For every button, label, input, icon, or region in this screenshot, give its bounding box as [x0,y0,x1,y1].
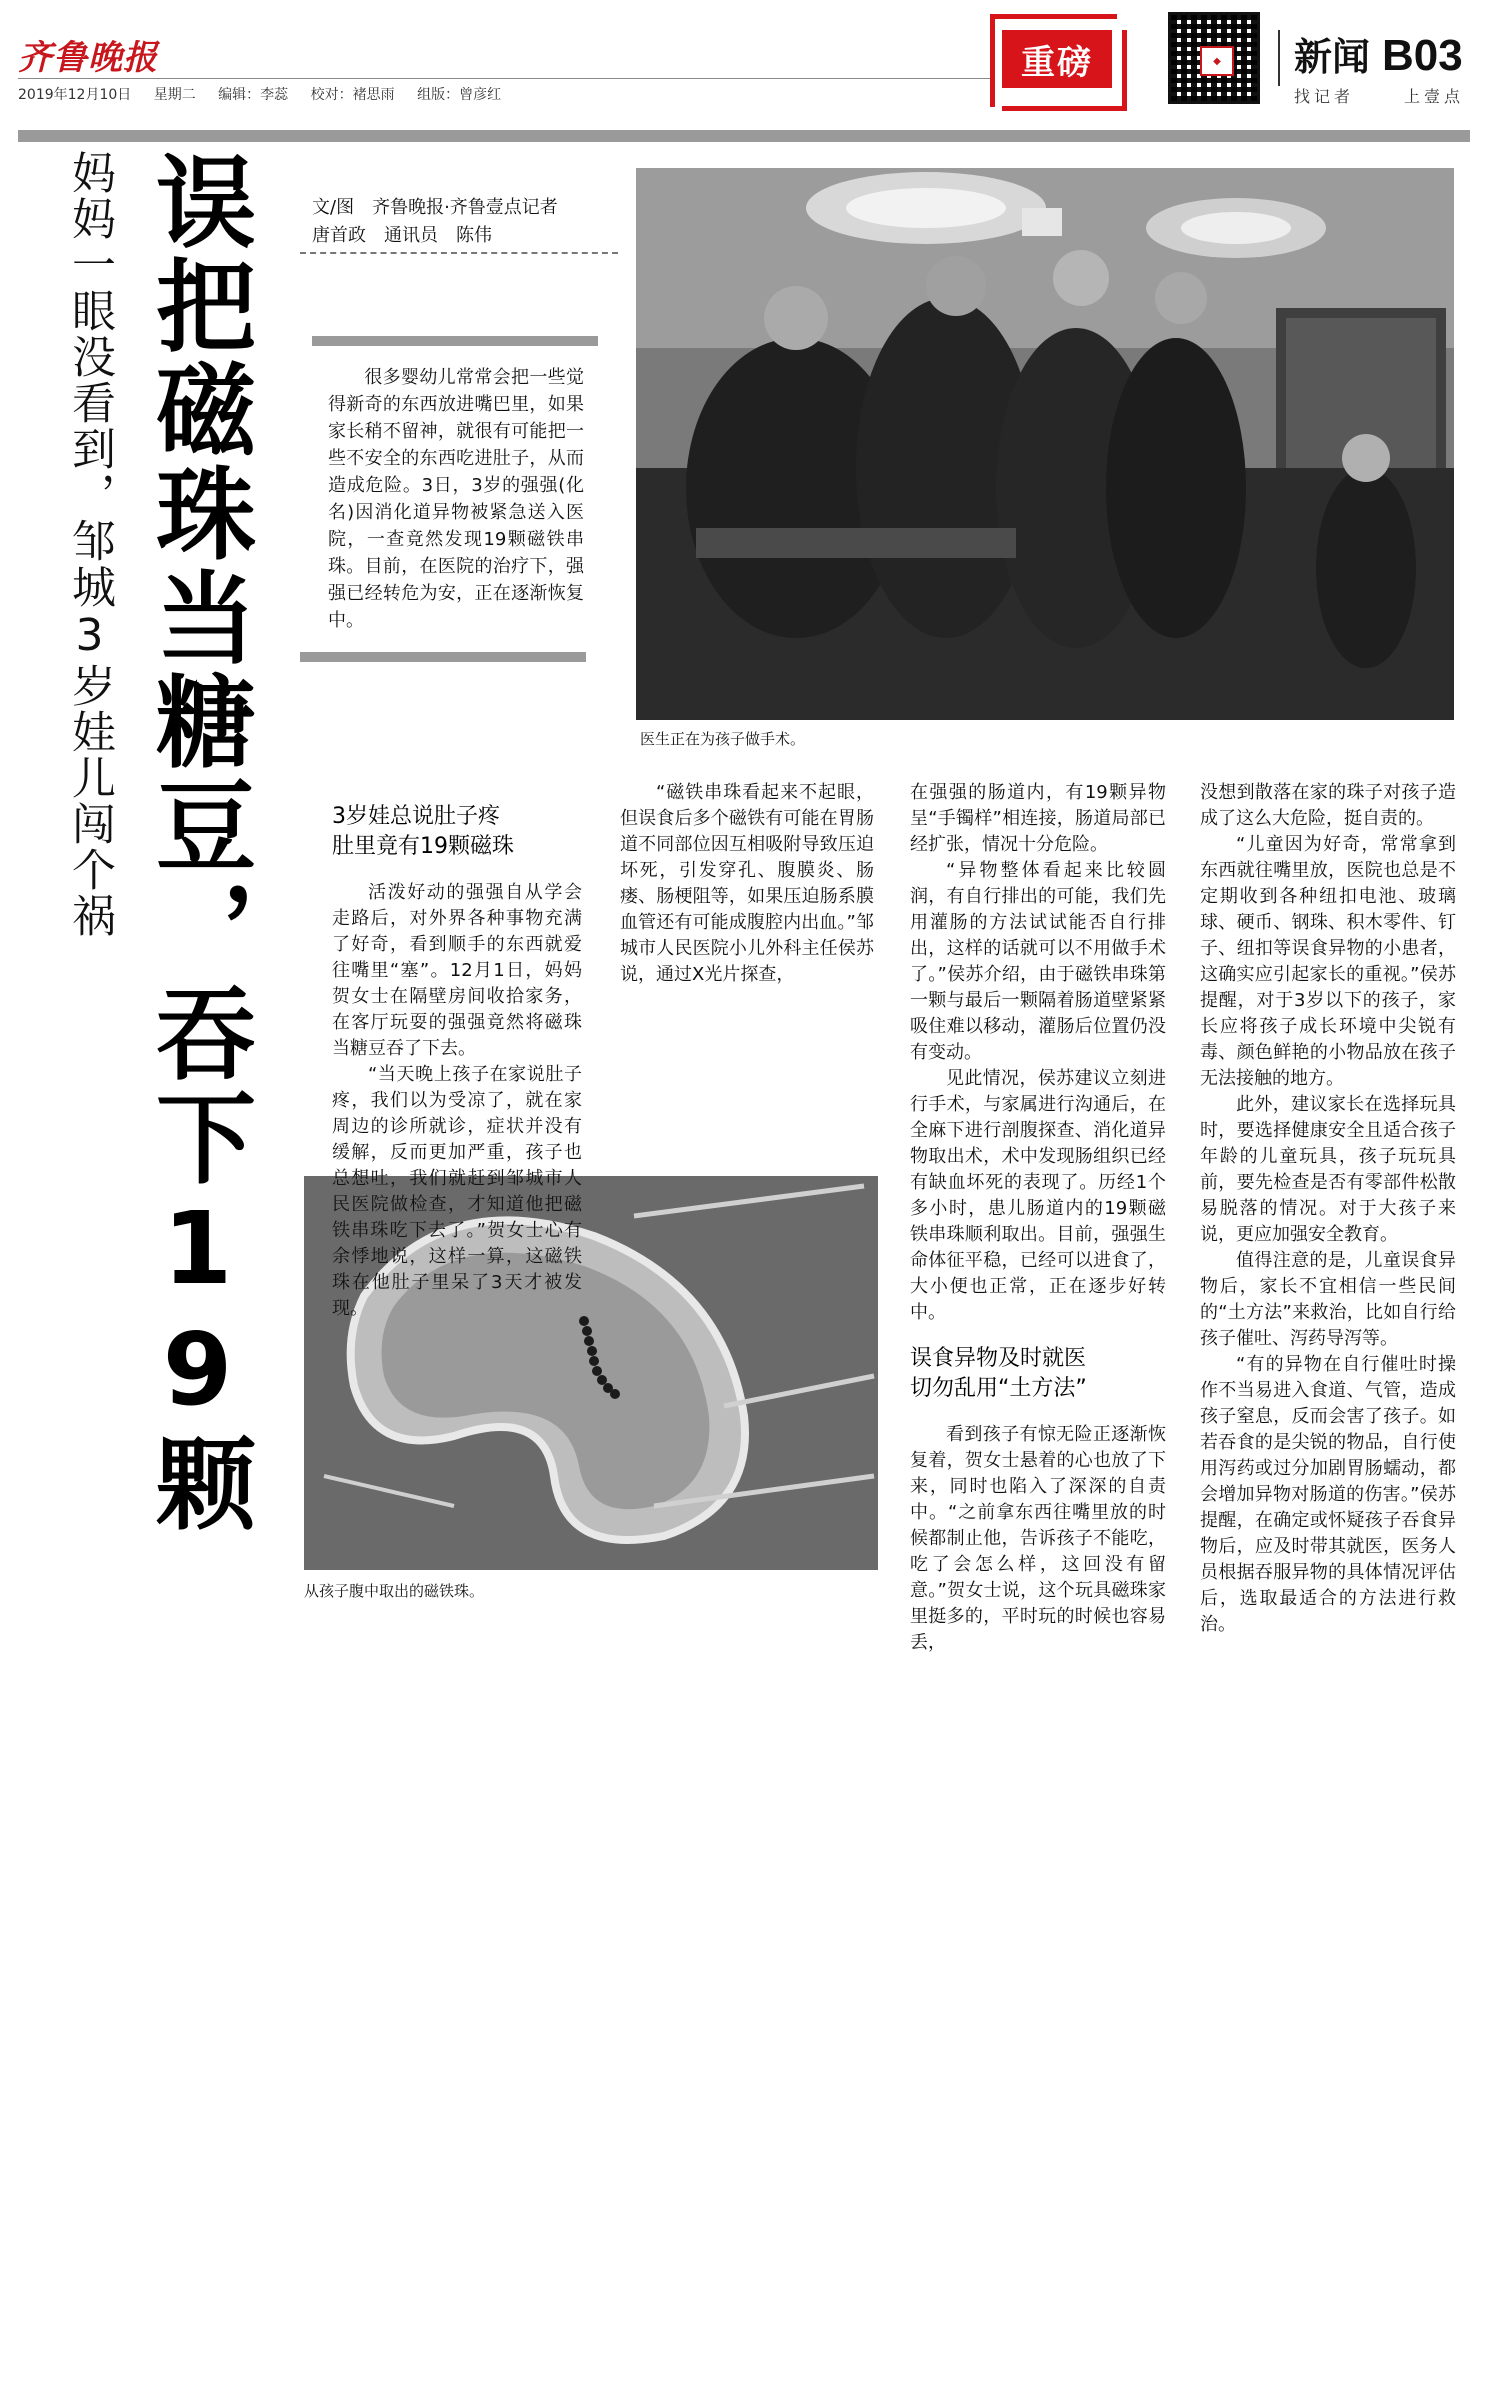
article-column-3 [910,780,1166,1656]
section-heading-2 [910,1344,1166,1404]
surgery-photo-illustration [636,168,1454,720]
section-tag: 重磅 [1002,30,1112,88]
article-column-1 [332,796,582,1322]
layout-credit: 组版：曾彦红 [417,87,502,103]
section-heading-1 [332,802,582,862]
header-rule [18,78,993,79]
article-column-2 [620,780,874,988]
lead-bottom-bar [300,652,586,662]
byline-rule [300,252,618,254]
paragraph: 此外，建议家长在选择玩具时，要选择健康安全且适合孩子年龄的儿童玩具，孩子玩玩具前，要先检查是否有零部件松散易脱落的情况。对于大孩子来说，更应加强安全教育。 [1200,1094,1456,1245]
header-grey-bar [18,130,1470,142]
paragraph: 看到孩子有惊无险正逐渐恢复着，贺女士悬着的心也放了下来，同时也陷入了深深的自责中。“之前拿东西往嘴里放的时候都制止他，告诉孩子不能吃，吃了会怎么样，这回没有留意。”贺女士说，这个玩具磁珠家里挺多的，平时玩的时候也容易丢， [910,1424,1166,1653]
section-heading-2-line-1: 误食异物及时就医 [910,1346,1087,1371]
magnet-beads-caption: 从孩子腹中取出的磁铁珠。 [304,1582,485,1600]
lead-text: 很多婴幼儿常常会把一些觉得新奇的东西放进嘴巴里，如果家长稍不留神，就很有可能把一些不安全的东西吃进肚子，从而造成危险。3日，3岁的强强(化名)因消化道异物被紧急送入医院，一查竟然发现19颗磁铁串珠。目前，在医院的治疗下，强强已经转危为安，正在逐渐恢复中。 [328,367,584,631]
paragraph: 在强强的肠道内，有19颗异物呈“手镯样”相连接，肠道局部已经扩张，情况十分危险。 [910,782,1166,855]
article-lead [328,364,584,634]
paragraph: “儿童因为好奇，常常拿到东西就往嘴里放，医院也总是不定期收到各种纽扣电池、玻璃球、硬币、钢珠、积木零件、钉子、纽扣等误食异物的小患者，这确实应引起家长的重视。”侯苏提醒，对于3岁以下的孩子，家长应将孩子成长环境中尖锐有毒、颜色鲜艳的小物品放在孩子无法接触的地方。 [1200,834,1456,1089]
paragraph: “当天晚上孩子在家说肚子疼，我们以为受凉了，就在家周边的诊所就诊，症状并没有缓解，反而更加严重，孩子也总想吐，我们就赶到邹城市人民医院做检查，才知道他把磁铁串珠吃下去了。”贺女士心有余悸地说，这样一算，这磁铁珠在他肚子里呆了3天才被发现。 [332,1064,582,1319]
paragraph: 值得注意的是，儿童误食异物后，家长不宜相信一些民间的“土方法”来救治，比如自行给孩子催吐、泻药导泻等。 [1200,1250,1456,1349]
paragraph: 见此情况，侯苏建议立刻进行手术，与家属进行沟通后，在全麻下进行剖腹探查、消化道异物取出术，术中发现肠组织已经有缺血坏死的表现了。历经1个多小时，患儿肠道内的19颗磁铁串珠顺利取出。目前，强强生命体征平稳，已经可以进食了，大小便也正常，正在逐步好转中。 [910,1068,1166,1323]
proof-credit: 校对：褚思雨 [310,87,395,103]
paragraph: 活泼好动的强强自从学会走路后，对外界各种事物充满了好奇，看到顺手的东西就爱往嘴里“塞”。12月1日，妈妈贺女士在隔壁房间收拾家务，在客厅玩耍的强强竟然将磁珠当糖豆吞了下去。 [332,882,582,1059]
section-name [1294,26,1463,81]
editor-credit: 编辑：李蕊 [218,87,289,103]
section-heading-1-line-2: 肚里竟有19颗磁珠 [332,834,514,859]
section-heading-1-line-1: 3岁娃总说肚子疼 [332,804,500,829]
slogan-right: 上壹点 [1404,87,1465,106]
section-label: 新闻 [1294,35,1371,79]
paragraph: “有的异物在自行催吐时操作不当易进入食道、气管，造成孩子窒息，反而会害了孩子。如若吞食的是尖锐的物品，自行使用泻药或过分加剧胃肠蠕动，都会增加异物对肠道的伤害。”侯苏提醒，在确定或怀疑孩子吞食异物后，应及时带其就医，医务人员根据吞服异物的具体情况评估后，选取最适合的方法进行救治。 [1200,1354,1456,1635]
byline-line-2: 唐首政 通讯员 陈伟 [312,225,492,246]
slogan-left: 找记者 [1294,87,1355,106]
byline-line-1: 文/图 齐鲁晚报·齐鲁壹点记者 [312,197,558,218]
article-column-4 [1200,780,1456,1638]
lead-top-bar [312,336,598,346]
slogan [1294,84,1464,107]
section-heading-2-line-2: 切勿乱用“土方法” [910,1376,1087,1401]
header-divider [1278,30,1280,86]
paragraph: “异物整体看起来比较圆润，有自行排出的可能，我们先用灌肠的方法试试能否自行排出，这样的话就可以不用做手术了。”侯苏介绍，由于磁铁串珠第一颗与最后一颗隔着肠道壁紧紧吸住难以移动，灌肠后位置仍没有变动。 [910,860,1166,1063]
page-number: B03 [1382,31,1463,80]
issue-date: 2019年12月10日 [18,87,132,103]
article-headline: 误把磁珠当糖豆，吞下19颗 [139,150,256,1536]
newspaper-logo: 齐鲁晚报 [18,38,158,78]
surgery-photo [636,168,1454,720]
byline [312,194,612,250]
surgery-photo-caption: 医生正在为孩子做手术。 [640,730,806,748]
paragraph: “磁铁串珠看起来不起眼，但误食后多个磁铁有可能在胃肠道不同部位因互相吸附导致压迫坏死，引发穿孔、腹膜炎、肠瘘、肠梗阻等，如果压迫肠系膜血管还有可能成腹腔内出血。”邹城市人民医院小儿外科主任侯苏说，通过X光片探查， [620,782,874,985]
qr-center-logo-icon: ◆ [1200,46,1234,76]
issue-info [18,84,519,104]
paragraph: 没想到散落在家的珠子对孩子造成了这么大危险，挺自责的。 [1200,782,1456,829]
article-subheadline: 妈妈一眼没看到，邹城3岁娃儿闯个祸 [64,150,115,939]
issue-weekday: 星期二 [153,87,196,103]
